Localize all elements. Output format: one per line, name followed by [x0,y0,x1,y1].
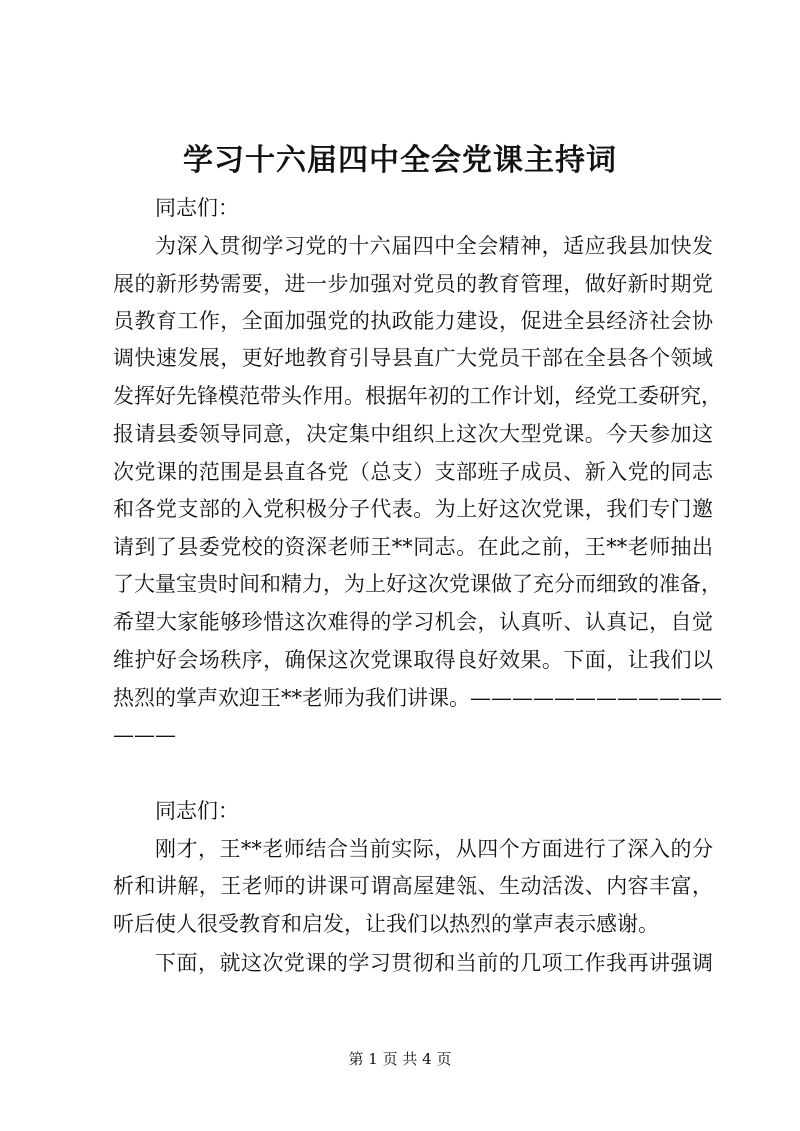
text-line: 听后使人很受教育和启发，让我们以热烈的掌声表示感谢。 [113,912,659,936]
text-line: 下面，就这次党课的学习贯彻和当前的几项工作我再讲强调 [155,951,713,975]
text-line: ——— [113,723,176,747]
text-line: 希望大家能够珍惜这次难得的学习机会，认真听、认真记，自觉 [113,610,713,634]
text-line: 次党课的范围是县直各党（总支）支部班子成员、新入党的同志 [113,460,713,484]
text-line: 展的新形势需要，进一步加强对党员的教育管理，做好新时期党 [113,272,713,296]
page-number: 第 1 页 共 4 页 [348,1050,452,1068]
text-line: 调快速发展，更好地教育引导县直广大党员干部在全县各个领域 [113,346,713,370]
text-line: 请到了县委党校的资深老师王**同志。在此之前，王**老师抽出 [113,535,713,559]
text-line: 和各党支部的入党积极分子代表。为上好这次党课，我们专门邀 [113,497,713,521]
text-line: 员教育工作，全面加强党的执政能力建设，促进全县经济社会协 [113,309,713,333]
text-line: 报请县委领导同意，决定集中组织上这次大型党课。今天参加这 [113,422,713,446]
document-title: 学习十六届四中全会党课主持词 [183,143,617,178]
text-line: 析和讲解，王老师的讲课可谓高屋建瓴、生动活泼、内容丰富， [113,874,713,898]
text-line: 了大量宝贵时间和精力，为上好这次党课做了充分而细致的准备， [113,572,722,596]
text-line: 为深入贯彻学习党的十六届四中全会精神，适应我县加快发 [155,234,713,258]
text-line: 发挥好先锋模范带头作用。根据年初的工作计划，经党工委研究， [113,384,722,408]
salutation: 同志们： [155,799,239,823]
salutation: 同志们： [155,196,239,220]
text-line: 维护好会场秩序，确保这次党课取得良好效果。下面，让我们以 [113,648,713,672]
text-line: 热烈的掌声欢迎王**老师为我们讲课。———————————— [113,686,722,710]
text-line: 刚才，王**老师结合当前实际，从四个方面进行了深入的分 [155,837,713,861]
